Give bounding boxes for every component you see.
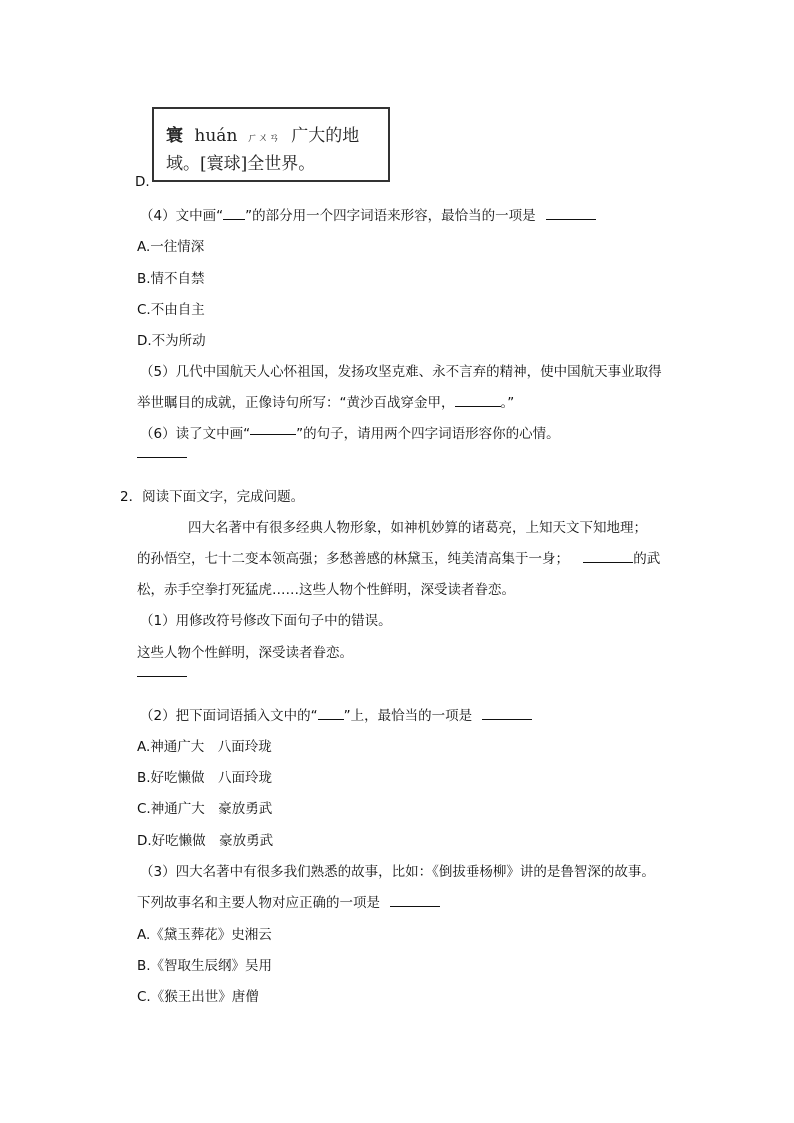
q2-sub2-prompt: （2）把下面词语插入文中的“ ”上，最恰当的一项是 [140,707,532,725]
passage-blank[interactable] [583,550,633,563]
dict-headword: 寰 [166,126,183,146]
q2-sub1-answer-blank[interactable] [137,676,187,677]
q2-sub2-option-b: B.好吃懒做 八面玲珑 [137,770,273,786]
inline-dash [250,434,296,435]
q2-sub3-option-c: C.《猴王出世》唐僧 [137,989,259,1005]
q2-sub3-option-a: A.《黛玉葬花》史湘云 [137,927,272,943]
q2-sub2-option-d: D.好吃懒做 豪放勇武 [137,833,274,849]
q2-sub2-option-c: C.神通广大 豪放勇武 [137,801,273,817]
q5-line-1: （5）几代中国航天人心怀祖国，发扬攻坚克难、永不言弃的精神，使中国航天事业取得 [140,364,662,380]
answer-blank[interactable] [455,394,501,407]
q2-sub3-line-1: （3）四大名著中有很多我们熟悉的故事，比如：《倒拔垂杨柳》讲的是鲁智深的故事。 [140,864,655,880]
q2-passage-line-1: 四大名著中有很多经典人物形象，如神机妙算的诸葛亮，上知天文下知地理； [188,520,647,536]
q6-prompt: （6）读了文中画“ ”的句子，请用两个四字词语形容你的心情。 [140,426,560,442]
q4-option-a: A.一往情深 [137,239,205,255]
dictionary-entry-image [152,107,390,182]
answer-blank[interactable] [390,894,440,907]
q5-line-2: 举世瞩目的成就，正像诗句所写：“黄沙百战穿金甲， 。” [137,395,515,411]
dict-zhuyin: ㄏㄨㄢ [246,131,280,144]
q2-sub3-option-b: B.《智取生辰纲》吴用 [137,958,273,974]
q4-option-c: C.不由自主 [137,302,205,318]
q2-sub1-sentence: 这些人物个性鲜明，深受读者眷恋。 [137,645,353,661]
q2-sub1-prompt: （1）用修改符号修改下面句子中的错误。 [140,613,392,629]
q4-prompt: （4）文中画“ ”的部分用一个四字词语来形容，最恰当的一项是 [140,207,596,225]
answer-blank[interactable] [546,207,596,220]
dict-definition-2: 域。[寰球]全世界。 [166,154,316,174]
q2-passage-line-2: 的孙悟空，七十二变本领高强；多愁善感的林黛玉，纯美清高集于一身； 的武 [137,551,661,567]
option-d-label: D. [135,174,150,190]
q4-option-b: B.情不自禁 [137,271,205,287]
q2-sub2-option-a: A.神通广大 八面玲珑 [137,739,272,755]
q2-stem: 2．阅读下面文字，完成问题。 [120,489,305,505]
q4-option-d: D.不为所动 [137,333,206,349]
q6-answer-blank[interactable] [137,457,187,458]
inline-blank [318,707,344,720]
dict-definition-1: 广大的地 [291,126,360,146]
q2-sub3-line-2: 下列故事名和主要人物对应正确的一项是 [137,894,440,912]
answer-blank[interactable] [482,707,532,720]
inline-blank [223,207,245,220]
q2-passage-line-3: 松，赤手空拳打死猛虎……这些人物个性鲜明，深受读者眷恋。 [137,582,515,598]
dict-pinyin: huán [194,126,238,146]
